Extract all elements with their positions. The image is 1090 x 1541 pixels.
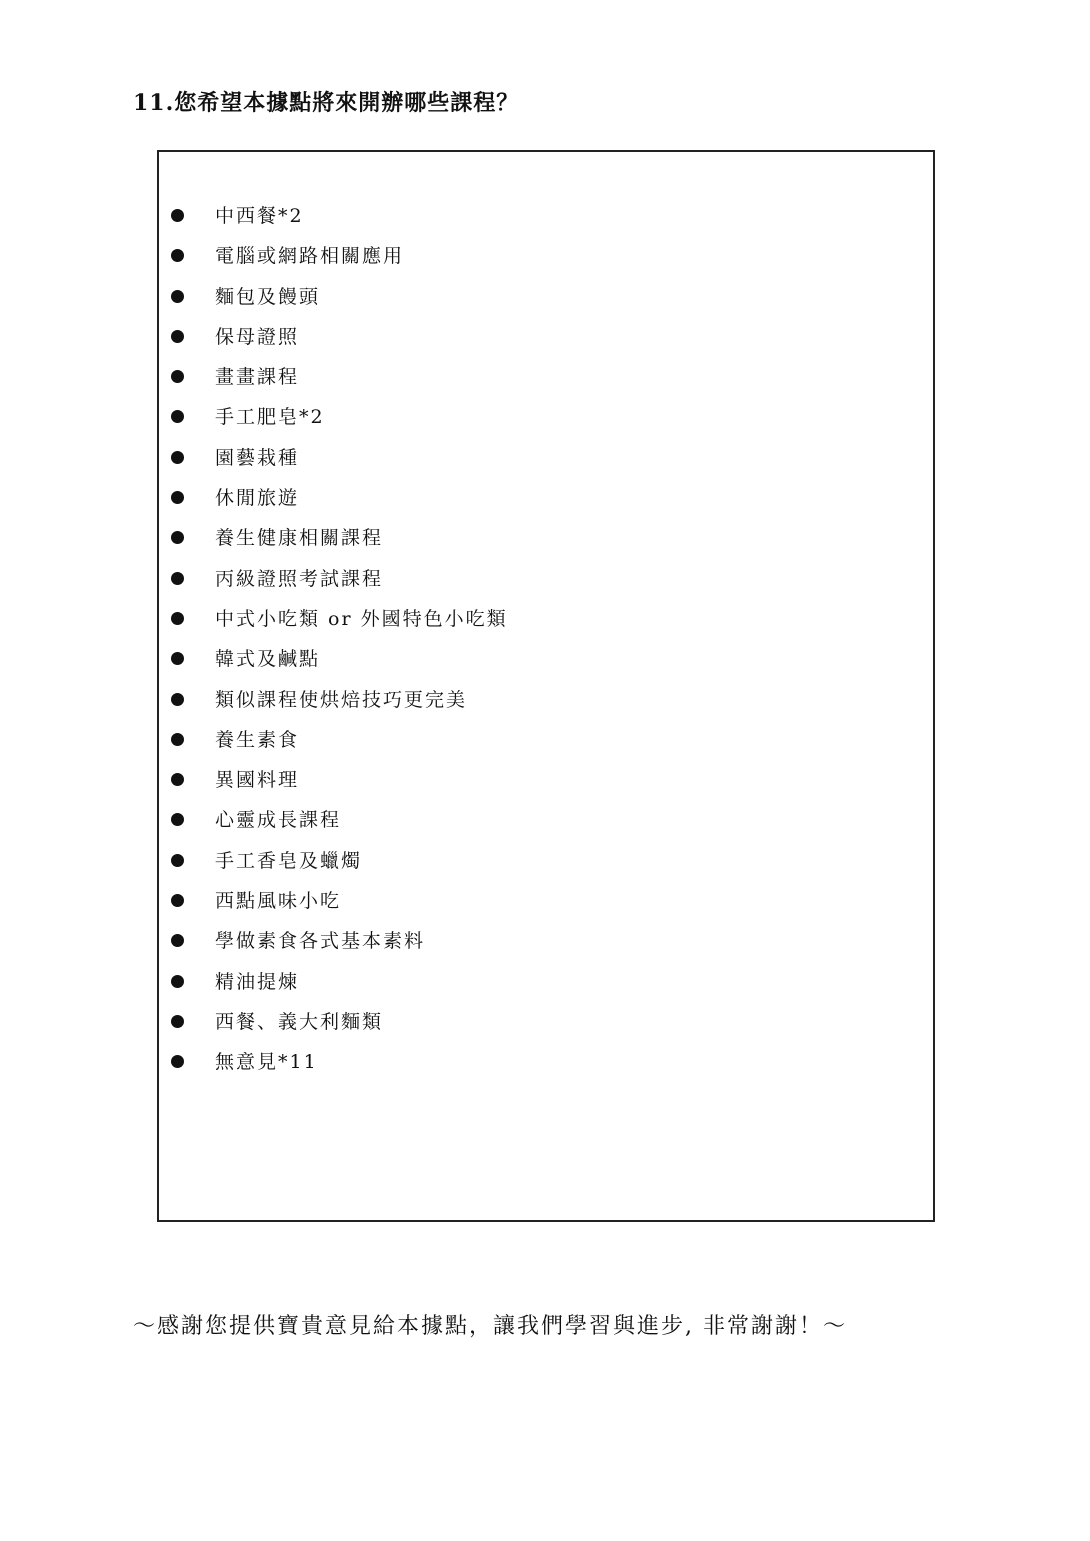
answer-text: 西點風味小吃 <box>215 890 342 913</box>
answer-text: 手工香皂及蠟燭 <box>215 849 363 872</box>
bullet-icon <box>171 290 184 303</box>
answer-text: 休閒旅遊 <box>215 487 300 510</box>
answer-text: 畫畫課程 <box>215 366 300 389</box>
bullet-icon <box>171 249 184 262</box>
answer-text: 學做素食各式基本素料 <box>215 930 426 953</box>
answer-text: 西餐、義大利麵類 <box>215 1010 384 1033</box>
answer-text: 麵包及饅頭 <box>215 285 321 308</box>
answer-text: 無意見*11 <box>215 1051 318 1074</box>
question-heading <box>133 86 519 117</box>
answer-text: 養生素食 <box>215 728 300 751</box>
bullet-icon <box>171 1055 184 1068</box>
answer-text: 園藝栽種 <box>215 446 300 469</box>
question-text: 您希望本據點將來開辦哪些課程？ <box>174 90 520 116</box>
bullet-icon <box>171 410 184 423</box>
bullet-icon <box>171 572 184 585</box>
bullet-icon <box>171 934 184 947</box>
bullet-icon <box>171 209 184 222</box>
bullet-icon <box>171 491 184 504</box>
bullet-icon <box>171 451 184 464</box>
bullet-icon <box>171 693 184 706</box>
answer-text: 中西餐*2 <box>215 205 304 227</box>
bullet-icon <box>171 1015 184 1028</box>
answer-text: 手工肥皂*2 <box>215 406 325 429</box>
bullet-icon <box>171 894 184 907</box>
bullet-icon <box>171 773 184 786</box>
bullet-icon <box>171 854 184 867</box>
answer-text: 丙級證照考試課程 <box>215 567 384 590</box>
answer-text: 韓式及鹹點 <box>215 648 321 671</box>
closing-message: ～感謝您提供寶貴意見給本據點，讓我們學習與進步, 非常謝謝！～ <box>133 1314 847 1339</box>
answer-box <box>157 150 935 1222</box>
answer-text: 養生健康相關課程 <box>215 527 384 550</box>
answer-text: 類似課程使烘焙技巧更完美 <box>215 688 468 711</box>
answer-text: 保母證照 <box>215 325 300 348</box>
answer-text: 心靈成長課程 <box>215 809 342 832</box>
answer-text: 中式小吃類 or 外國特色小吃類 <box>215 607 508 630</box>
answer-text: 電腦或網路相關應用 <box>215 245 405 268</box>
bullet-icon <box>171 733 184 746</box>
bullet-icon <box>171 652 184 665</box>
answer-text: 異國料理 <box>215 769 300 792</box>
answer-text: 精油提煉 <box>215 970 300 993</box>
bullet-icon <box>171 330 184 343</box>
bullet-icon <box>171 813 184 826</box>
bullet-icon <box>171 612 184 625</box>
bullet-icon <box>171 975 184 988</box>
bullet-icon <box>171 370 184 383</box>
bullet-icon <box>171 531 184 544</box>
question-number: 11. <box>133 90 175 116</box>
